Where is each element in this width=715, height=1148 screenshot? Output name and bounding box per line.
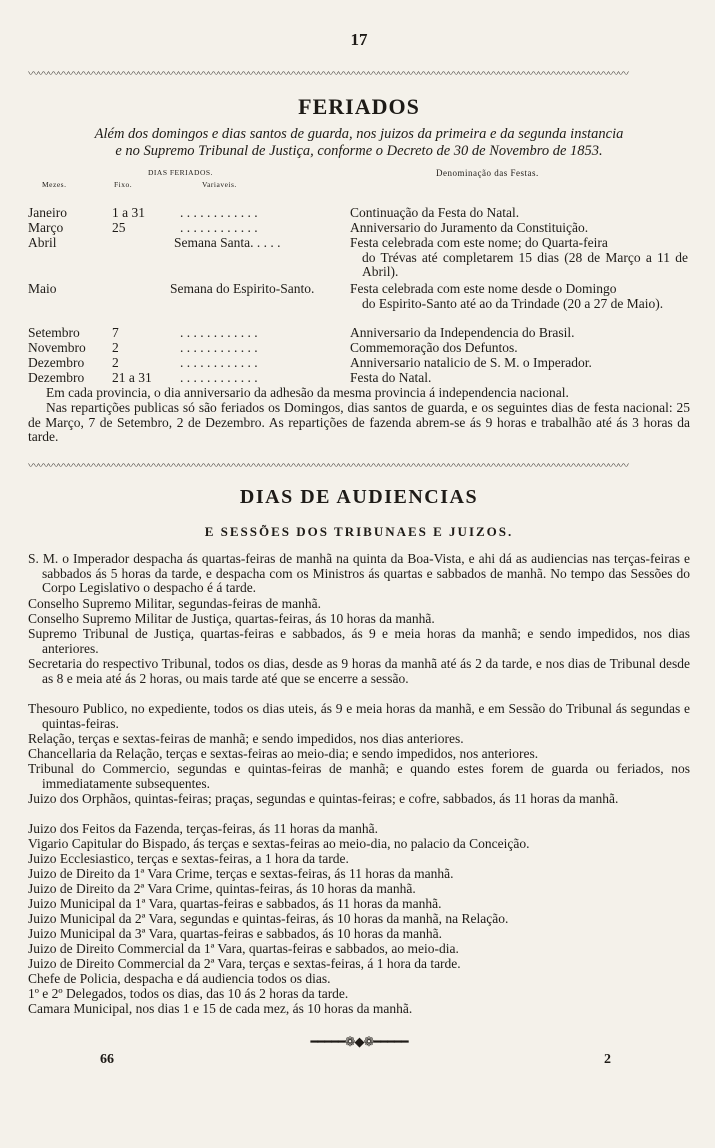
feriado-variavel: . . . . . . . . . . . . (180, 370, 258, 385)
audiencia-entry: Juizo dos Orphãos, quintas-feiras; praças, segundas e quintas-feiras; e cofre, sabbados, ás 11 horas da manhã. (28, 791, 619, 806)
audiencia-entry: Juizo Municipal da 2ª Vara, segundas e quintas-feiras, ás 10 horas da manhã, na Relação. (28, 911, 509, 926)
audiencia-entry: S. M. o Imperador despacha ás quartas-feiras de manhã na quinta da Boa-Vista, e ahi dá as audiencias nas terças-feiras e sabbados ás 5 horas da tarde, e despacha com os Ministros ás quartas e sabbados de manhã. No tempo das Sessões do Corpo Legislativo o despacho é á tarde. (28, 551, 690, 595)
feriado-mes: Janeiro (28, 205, 67, 220)
audiencia-entry: Conselho Supremo Militar de Justiça, quartas-feiras, ás 10 horas da manhã. (28, 611, 435, 626)
desc-line: Commemoração dos Defuntos. (350, 340, 518, 355)
audiencia-entry: Juizo de Direito da 2ª Vara Crime, quintas-feiras, ás 10 horas da manhã. (28, 881, 416, 896)
wavy-rule-top: 〰〰〰〰〰〰〰〰〰〰〰〰〰〰〰〰〰〰〰〰〰〰〰〰〰〰〰〰〰〰〰〰〰〰〰〰〰〰〰〰〰〰〰〰〰〰〰〰〰〰〰〰〰〰〰〰〰〰〰〰 (28, 70, 628, 78)
desc-continuation: do Espirito-Santo até ao da Trindade (20 a 27 de Maio). (362, 295, 664, 311)
desc-line: Festa do Natal. (350, 370, 432, 385)
audiencia-entry: Juizo Municipal da 1ª Vara, quartas-feiras e sabbados, ás 11 horas da manhã. (28, 896, 442, 911)
audiencia-entry: Camara Municipal, nos dias 1 e 15 de cada mez, ás 10 horas da manhã. (28, 1001, 413, 1016)
footer-sheet-number: 2 (604, 1052, 611, 1067)
feriado-mes: Dezembro (28, 370, 85, 385)
feriado-fixo: 21 a 31 (112, 370, 152, 385)
feriado-mes: Maio (28, 281, 57, 296)
audiencia-entry: Chancellaria da Relação, terças e sextas-feiras ao meio-dia; e sendo impedidos, nos anteriores. (28, 746, 539, 761)
feriado-fixo: 25 (112, 220, 126, 235)
audiencia-entry: Juizo Municipal da 3ª Vara, quartas-feiras e sabbados, ás 10 horas da manhã. (28, 926, 442, 941)
desc-line: Anniversario do Juramento da Constituição. (350, 220, 589, 235)
feriado-descricao (350, 356, 688, 371)
feriados-note-reparticoes: Nas repartições publicas só são feriados os Domingos, dias santos de guarda, e os seguintes dias de festa nacional: 25 de Março, 7 de Setembro, 2 de Dezembro. As repartições de fazenda abrem-se ás 9 horas e trabalhão até ás 3 horas da tarde. (28, 400, 690, 444)
desc-continuation: do Trévas até completarem 15 dias (28 de Março a 11 de Abril). (362, 249, 688, 279)
feriado-variavel: . . . . . . . . . . . . (180, 355, 258, 370)
desc-line: Continuação da Festa do Natal. (350, 205, 520, 220)
audiencia-entry: Juizo de Direito Commercial da 1ª Vara, quartas-feiras e sabbados, ao meio-dia. (28, 941, 459, 956)
audiencia-entry: Thesouro Publico, no expediente, todos os dias uteis, ás 9 e meia horas da manhã, e em Sessão do Tribunal ás segundas e quintas-feiras. (28, 701, 690, 731)
feriados-note-provincia: Em cada provincia, o dia anniversario da adhesão da mesma provincia á independencia nacional. (46, 385, 569, 400)
page-number: 17 (350, 30, 368, 49)
feriado-mes: Setembro (28, 325, 80, 340)
feriado-descricao (350, 326, 688, 341)
feriado-fixo: 2 (112, 340, 119, 355)
desc-line: Festa celebrada com este nome; do Quarta-feira (350, 235, 608, 250)
audiencia-entry: Relação, terças e sextas-feiras de manhã; e sendo impedidos, nos dias anteriores. (28, 731, 464, 746)
feriado-variavel: . . . . . . . . . . . . (180, 325, 258, 340)
header-fixos: Fixo. (114, 180, 133, 189)
wavy-rule-middle: 〰〰〰〰〰〰〰〰〰〰〰〰〰〰〰〰〰〰〰〰〰〰〰〰〰〰〰〰〰〰〰〰〰〰〰〰〰〰〰〰〰〰〰〰〰〰〰〰〰〰〰〰〰〰〰〰〰〰〰〰 (28, 462, 628, 470)
audiencias-subtitle: E SESSÕES DOS TRIBUNAES E JUIZOS. (204, 524, 514, 539)
feriado-descricao (350, 206, 688, 221)
feriado-fixo: 2 (112, 355, 119, 370)
header-denominacao: Denominação das Festas. (436, 168, 539, 178)
feriado-descricao (350, 221, 688, 236)
feriado-descricao (350, 371, 688, 386)
intro-line-2: e no Supremo Tribunal de Justiça, conforme o Decreto de 30 de Novembro de 1853. (115, 143, 603, 159)
audiencia-entry: Conselho Supremo Militar, segundas-feiras de manhã. (28, 596, 322, 611)
desc-line: Festa celebrada com este nome desde o Domingo (350, 281, 617, 296)
header-variaveis: Variaveis. (202, 180, 237, 189)
feriado-mes: Março (28, 220, 64, 235)
feriado-variavel: Semana Santa. . . . . (174, 235, 281, 250)
audiencia-entry: Secretaria do respectivo Tribunal, todos os dias, desde as 9 horas da manhã até ás 2 da tarde, e nos dias de Tribunal desde as 8 e meia até ás 2 horas, ou mais tarde até que se encerre a sessão. (28, 656, 690, 686)
feriado-descricao (350, 341, 688, 356)
desc-line: Anniversario da Independencia do Brasil. (350, 325, 575, 340)
audiencia-entry: Juizo de Direito da 1ª Vara Crime, terças e sextas-feiras, ás 11 horas da manhã. (28, 866, 454, 881)
feriado-mes: Abril (28, 235, 57, 250)
audiencia-entry: Juizo de Direito Commercial da 2ª Vara, terças e sextas-feiras, á 1 hora da tarde. (28, 956, 461, 971)
footer-signature-number: 66 (100, 1052, 114, 1067)
desc-line: Anniversario natalicio de S. M. o Imperador. (350, 355, 592, 370)
audiencia-entry: Vigario Capitular do Bispado, ás terças e sextas-feiras ao meio-dia, no palacio da Conceição. (28, 836, 530, 851)
audiencia-entry: Chefe de Policia, despacha e dá audiencia todos os dias. (28, 971, 331, 986)
header-dias-feriados: DIAS FERIADOS. (148, 168, 213, 177)
ornament-divider: ━━━━━❁◆❁━━━━━ (310, 1034, 408, 1049)
audiencia-entry: 1º e 2º Delegados, todos os dias, das 10 ás 2 horas da tarde. (28, 986, 349, 1001)
feriado-descricao (350, 236, 688, 280)
header-mezes: Mezes. (42, 180, 67, 189)
feriados-title: FERIADOS (298, 94, 420, 119)
audiencia-entry: Tribunal do Commercio, segundas e quintas-feiras de manhã; e quando estes forem de guarda ou feriados, nos immediatamente subsequentes. (28, 761, 690, 791)
audiencia-entry: Juizo Ecclesiastico, terças e sextas-feiras, a 1 hora da tarde. (28, 851, 349, 866)
audiencia-entry: Juizo dos Feitos da Fazenda, terças-feiras, ás 11 horas da manhã. (28, 821, 379, 836)
feriado-fixo: 7 (112, 325, 119, 340)
audiencia-entry: Supremo Tribunal de Justiça, quartas-feiras e sabbados, ás 9 e meia horas da manhã; e sendo impedidos, nos dias anteriores. (28, 626, 690, 656)
feriado-variavel: Semana do Espirito-Santo. (170, 281, 315, 296)
audiencias-title: DIAS DE AUDIENCIAS (239, 486, 479, 508)
feriado-variavel: . . . . . . . . . . . . (180, 220, 258, 235)
feriado-mes: Dezembro (28, 355, 85, 370)
feriado-fixo: 1 a 31 (112, 205, 145, 220)
feriado-mes: Novembro (28, 340, 86, 355)
feriado-variavel: . . . . . . . . . . . . (180, 205, 258, 220)
feriado-descricao (350, 282, 688, 311)
feriados-intro (28, 126, 690, 160)
feriado-variavel: . . . . . . . . . . . . (180, 340, 258, 355)
intro-line-1: Além dos domingos e dias santos de guarda, nos juizos da primeira e da segunda instancia (94, 126, 624, 142)
